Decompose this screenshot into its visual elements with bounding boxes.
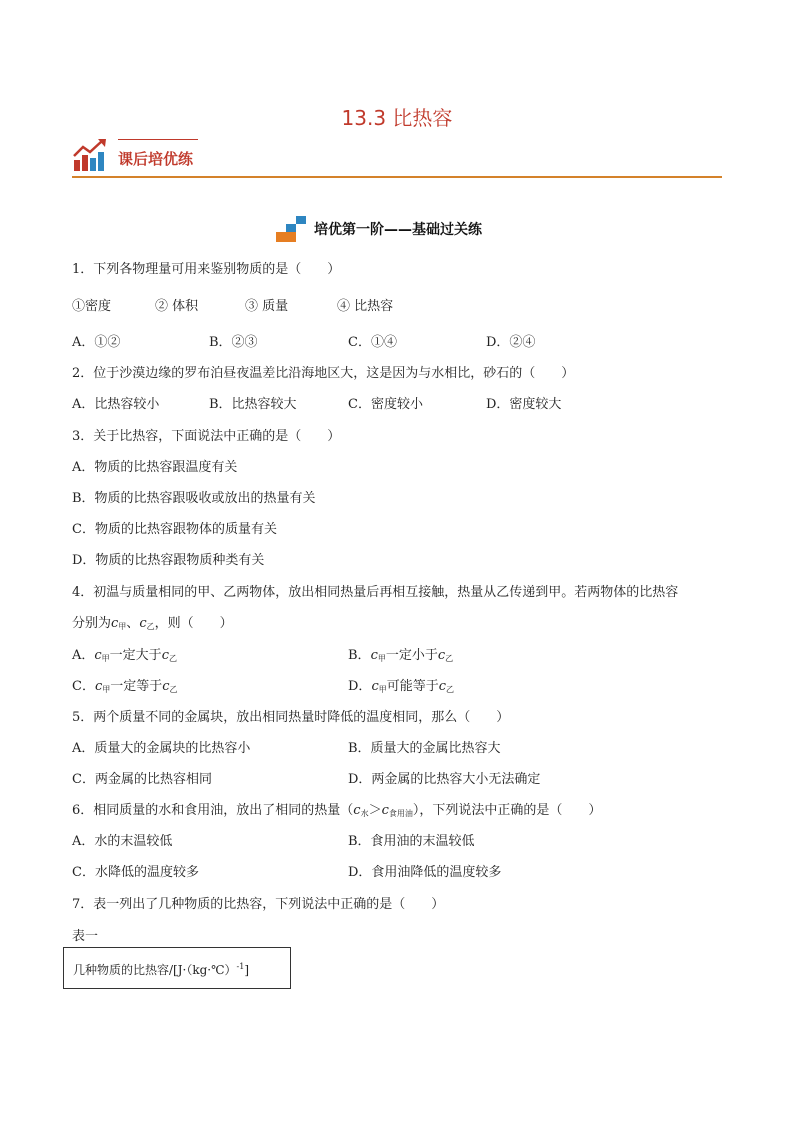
question-6-stem: 6．相同质量的水和食用油，放出了相同的热量$(c_水>c_{食用油})$，下列说法中正确的是（ ） bbox=[72, 803, 602, 818]
header-divider bbox=[72, 176, 722, 178]
q4-option-d: D．$c_甲$可能等于$c_乙$ bbox=[348, 679, 455, 694]
q1-item-1: ①密度 bbox=[72, 299, 112, 314]
q1-option-b: B．②③ bbox=[209, 335, 258, 350]
q3-option-c: C．物质的比热容跟物体的质量有关 bbox=[72, 522, 277, 537]
subsection-title: 培优第一阶——基础过关练 bbox=[314, 222, 482, 238]
question-1-stem: 1．下列各物理量可用来鉴别物质的是（ ） bbox=[72, 262, 341, 277]
q3-option-a: A．物质的比热容跟温度有关 bbox=[72, 460, 238, 475]
q1-option-a: A．①② bbox=[72, 335, 121, 350]
q6-option-c: C．水降低的温度较多 bbox=[72, 865, 199, 880]
question-4-stem-line-2: 分别为$c_甲$、$c_乙$，则（ ） bbox=[72, 616, 233, 631]
question-2-stem: 2．位于沙漠边缘的罗布泊昼夜温差比沿海地区大，这是因为与水相比，砂石的（ ） bbox=[72, 366, 575, 381]
q2-option-c: C．密度较小 bbox=[348, 397, 423, 412]
header-accent-line bbox=[118, 139, 198, 140]
q6-option-d: D．食用油降低的温度较多 bbox=[348, 865, 502, 880]
q4-option-a: A．$c_甲$一定大于$c_乙$ bbox=[72, 648, 177, 663]
q5-option-c: C．两金属的比热容相同 bbox=[72, 772, 212, 787]
question-7-stem: 7．表一列出了几种物质的比热容，下列说法中正确的是（ ） bbox=[72, 897, 445, 912]
table-label: 表一 bbox=[72, 929, 99, 944]
q1-option-c: C．①④ bbox=[348, 335, 397, 350]
q3-option-b: B．物质的比热容跟吸收或放出的热量有关 bbox=[72, 491, 316, 506]
question-4-stem-line-1: 4．初温与质量相同的甲、乙两物体，放出相同热量后再相互接触，热量从乙传递到甲。若两物体的比热容 bbox=[72, 585, 679, 600]
q4-option-b: B．$c_甲$一定小于$c_乙$ bbox=[348, 648, 454, 663]
q6-option-a: A．水的末温较低 bbox=[72, 834, 173, 849]
question-3-stem: 3．关于比热容，下面说法中正确的是（ ） bbox=[72, 429, 341, 444]
table-caption: 几种物质的比热容/[J·（kg·℃）$^{-1}$] bbox=[73, 962, 250, 977]
page-title: 13.3 比热容 bbox=[341, 106, 453, 130]
q1-option-d: D．②④ bbox=[486, 335, 536, 350]
q5-option-d: D．两金属的比热容大小无法确定 bbox=[348, 772, 541, 787]
specific-heat-table bbox=[63, 947, 291, 989]
q5-option-b: B．质量大的金属比热容大 bbox=[348, 741, 501, 756]
q2-option-b: B．比热容较大 bbox=[209, 397, 297, 412]
steps-icon bbox=[276, 216, 308, 242]
q1-item-2: ② 体积 bbox=[155, 299, 199, 314]
question-5-stem: 5．两个质量不同的金属块，放出相同热量时降低的温度相同，那么（ ） bbox=[72, 710, 510, 725]
q2-option-a: A．比热容较小 bbox=[72, 397, 160, 412]
q3-option-d: D．物质的比热容跟物质种类有关 bbox=[72, 553, 265, 568]
section-label: 课后培优练 bbox=[118, 150, 194, 168]
bar-chart-growth-icon bbox=[72, 138, 108, 172]
q4-option-c: C．$c_甲$一定等于$c_乙$ bbox=[72, 679, 178, 694]
subsection-heading bbox=[276, 216, 482, 242]
q2-option-d: D．密度较大 bbox=[486, 397, 562, 412]
q1-item-3: ③ 质量 bbox=[245, 299, 289, 314]
q6-option-b: B．食用油的末温较低 bbox=[348, 834, 475, 849]
q5-option-a: A．质量大的金属块的比热容小 bbox=[72, 741, 251, 756]
q1-item-4: ④ 比热容 bbox=[337, 299, 394, 314]
